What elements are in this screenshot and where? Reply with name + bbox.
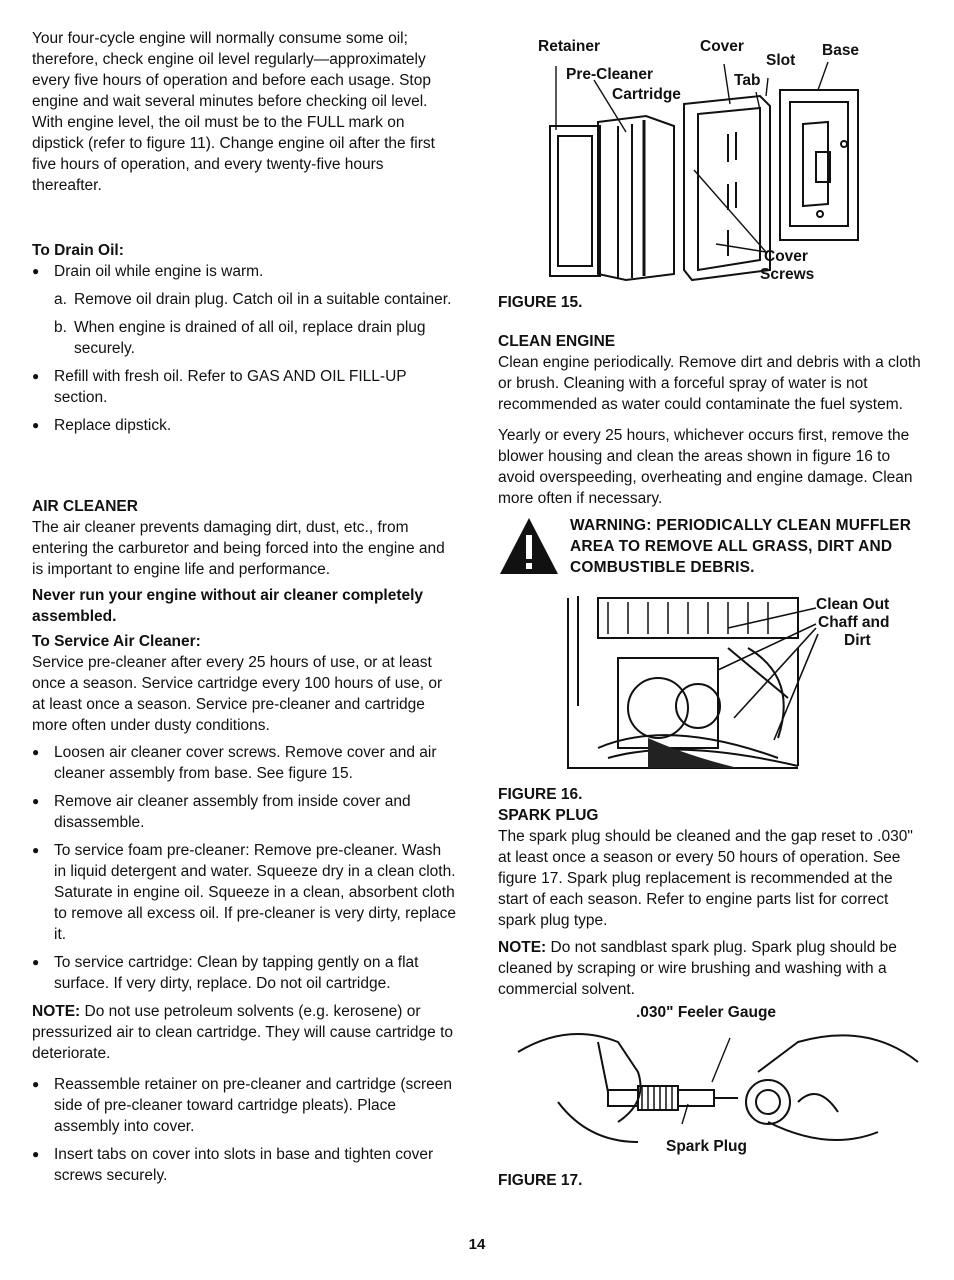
air-cleaner-heading: AIR CLEANER <box>32 498 138 515</box>
clean-out-label-1: Clean Out <box>816 596 890 613</box>
figure-15-caption: FIGURE 15. <box>498 294 583 311</box>
feeler-gauge-label: .030" Feeler Gauge <box>636 1004 777 1021</box>
figure-15 <box>498 34 923 286</box>
note-label: NOTE: <box>32 1003 81 1020</box>
tab-label: Tab <box>734 72 761 89</box>
air-cleaner-paragraph: The air cleaner prevents damaging dirt, dust, etc., from entering the carburetor and being forced into the engine and is important to engine life and performance. <box>32 519 445 578</box>
reassemble-list <box>32 1074 457 1186</box>
item-letter: a. <box>54 291 67 308</box>
base-label: Base <box>822 42 860 59</box>
service-air-cleaner-heading: To Service Air Cleaner: <box>32 633 201 650</box>
muffler-warning <box>498 515 923 578</box>
list-item: ● To service foam pre-cleaner: Remove pre-cleaner. Wash in liquid detergent and water. Squeeze dry in a clean cloth. Saturate in engine oil. Squeeze in a clean, absorbent cloth to remove all excess oil. If pre-cleaner is very dirty, replace it. <box>32 840 457 945</box>
spark-plug-heading: SPARK PLUG <box>498 807 599 824</box>
spark-plug-label: Spark Plug <box>666 1138 747 1155</box>
item-text: When engine is drained of all oil, replace drain plug securely. <box>74 319 426 357</box>
list-item <box>32 317 457 359</box>
clean-engine-paragraph-1: Clean engine periodically. Remove dirt and debris with a cloth or brush. Cleaning with a forceful spray of water is not recommended as water could contaminate the fuel system. <box>498 354 921 413</box>
list-item <box>32 289 457 310</box>
right-column <box>498 34 923 1191</box>
clean-engine-heading: CLEAN ENGINE <box>498 333 616 350</box>
note-text: Do not use petroleum solvents (e.g. kerosene) or pressurized air to clean cartridge. They will cause cartridge to deteriorate. <box>32 1003 453 1062</box>
list-item: ● Reassemble retainer on pre-cleaner and cartridge (screen side of pre-cleaner toward cartridge pleats). Place assembly into cover. <box>32 1074 457 1137</box>
item-text: Remove oil drain plug. Catch oil in a suitable container. <box>74 291 452 308</box>
list-item: ● To service cartridge: Clean by tapping gently on a flat surface. If very dirty, replace. Do not oil cartridge. <box>32 952 457 994</box>
note-text: Do not sandblast spark plug. Spark plug should be cleaned by scraping or wire brushing and washing with a commercial solvent. <box>498 939 897 998</box>
cover-screws-label-2: Screws <box>760 266 815 283</box>
cartridge-note <box>32 1001 457 1064</box>
cartridge-label: Cartridge <box>612 86 681 103</box>
list-item: ● Insert tabs on cover into slots in base and tighten cover screws securely. <box>32 1144 457 1186</box>
retainer-label: Retainer <box>538 38 601 55</box>
list-item: ● Replace dipstick. <box>32 415 457 436</box>
warning-triangle-icon <box>498 515 560 577</box>
oil-intro-paragraph: Your four-cycle engine will normally consume some oil; therefore, check engine oil level regularly—approximately every five hours of operation and before each usage. Stop engine and wait several minutes before checking oil level. With engine level, the oil must be to the FULL mark on dipstick (refer to figure 11). Change engine oil after the first five hours of operation, and every twenty-five hours thereafter. <box>32 30 435 194</box>
left-column <box>32 28 457 1193</box>
cover-label: Cover <box>700 38 744 55</box>
clean-engine-paragraph-2: Yearly or every 25 hours, whichever occurs first, remove the blower housing and clean the areas shown in figure 16 to avoid overspeeding, overheating and engine damage. Clean more often if necessary. <box>498 427 913 507</box>
clean-out-label-3: Dirt <box>844 632 871 649</box>
figure-17 <box>498 1002 923 1162</box>
slot-label: Slot <box>766 52 796 69</box>
air-cleaner-warning-text: Never run your engine without air cleaner completely assembled. <box>32 587 424 625</box>
figure-16 <box>498 588 923 778</box>
list-item: ● Refill with fresh oil. Refer to GAS AND OIL FILL-UP section. <box>32 366 457 408</box>
list-item: ● Loosen air cleaner cover screws. Remove cover and air cleaner assembly from base. See figure 15. <box>32 742 457 784</box>
air-cleaner-illustration <box>498 34 923 286</box>
pre-cleaner-label: Pre-Cleaner <box>566 66 654 83</box>
figure-16-caption: FIGURE 16. <box>498 786 583 803</box>
service-list <box>32 742 457 994</box>
spark-plug-paragraph: The spark plug should be cleaned and the gap reset to .030" at least once a season or every 50 hours of operation. See figure 17. Spark plug replacement is recommended at the start of each season. Refer to engine parts list for correct spark plug type. <box>498 828 913 929</box>
drain-oil-list <box>32 261 457 436</box>
service-paragraph: Service pre-cleaner after every 25 hours of use, or at least once a season. Service cartridge every 100 hours of use, or at least once a season. Service pre-cleaner and cartridge more often under dusty conditions. <box>32 654 443 734</box>
spark-plug-note <box>498 937 923 1000</box>
cover-screws-label-1: Cover <box>764 248 808 265</box>
clean-out-label-2: Chaff and <box>818 614 890 631</box>
warning-text: WARNING: PERIODICALLY CLEAN MUFFLER AREA TO REMOVE ALL GRASS, DIRT AND COMBUSTIBLE DEBRIS. <box>570 517 912 576</box>
list-item: ● Remove air cleaner assembly from inside cover and disassemble. <box>32 791 457 833</box>
note-label: NOTE: <box>498 939 547 956</box>
item-letter: b. <box>54 319 67 336</box>
list-item: ● Drain oil while engine is warm. <box>32 261 457 282</box>
drain-oil-heading: To Drain Oil: <box>32 242 124 259</box>
figure-17-caption: FIGURE 17. <box>498 1172 583 1189</box>
page-number: 14 <box>468 1236 486 1253</box>
